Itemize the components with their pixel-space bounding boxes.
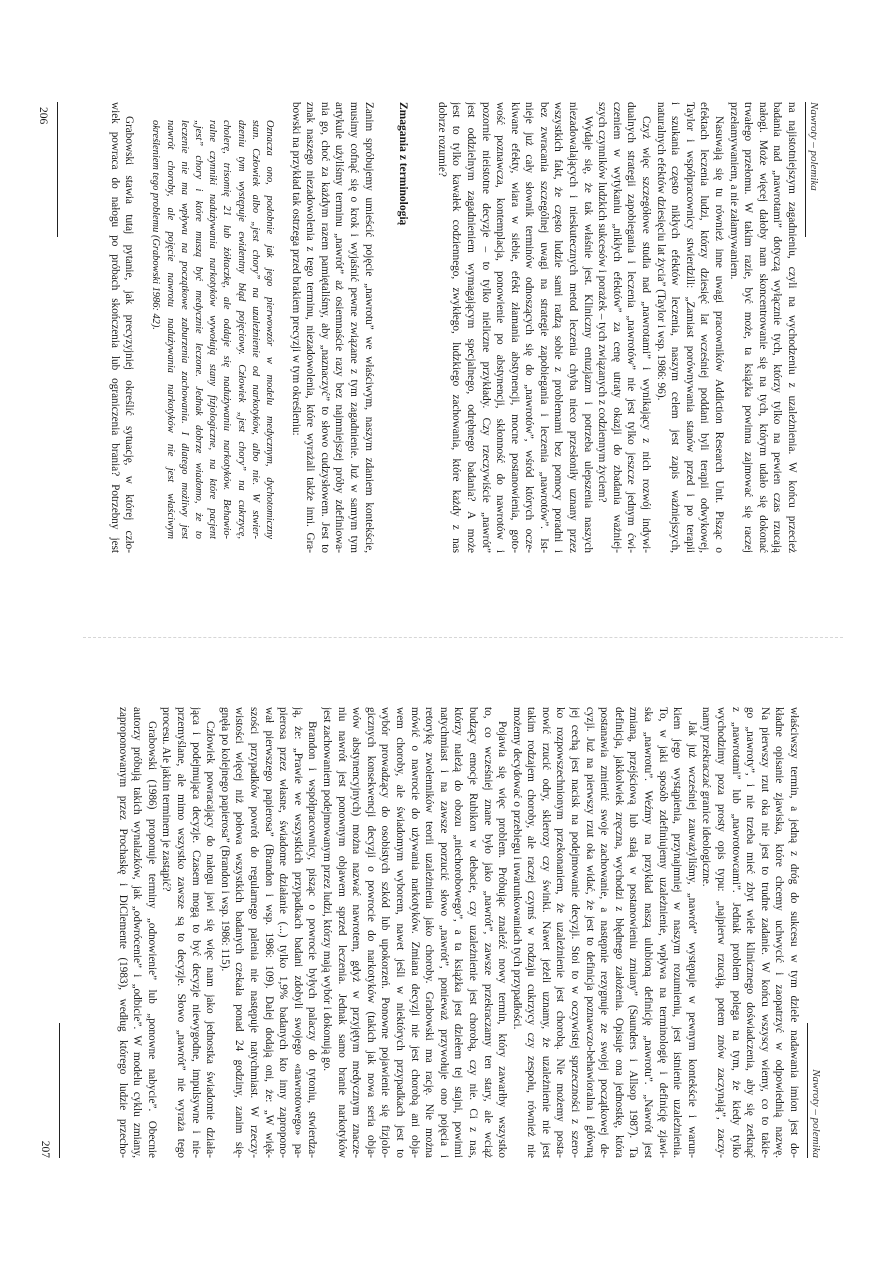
text-line: bez zwracania szczególnej uwagi na strategie zapobiegania i leczenia „nawrotów”. Ist-	[537, 102, 550, 553]
text-line: wem choroby, ale świadomym wyborem, nawet jeśli w niektórych przypadkach jest to	[393, 707, 406, 1158]
text-line: Człowiek powracający do nałogu jawi się więc nam jako jednostka świadomie działa-	[204, 721, 217, 1158]
text-line: nałogi. Może więcej dałoby nam skoncentrowanie się na tych, którym udało się dokonać	[756, 102, 769, 553]
paragraph	[434, 102, 595, 553]
text-line: właściwszy termin, a jedną z dróg do sukcesu w tym dziele nadawania imion jest do-	[788, 707, 800, 1158]
page-body	[107, 102, 799, 553]
text-line: dualnych strategii zapobiegania i leczenia „nawrotów” nie jest tylko jeszcze jednym ćwi-	[625, 102, 638, 553]
text-line: stan. Człowiek albo „jest chory” na uzależnienie od narkotyków, albo nie. W stwier-	[249, 120, 261, 539]
text-line: naturalnych efektów dziesięciu lat życia” (Taylor i wsp. 1986: 96).	[654, 102, 667, 401]
text-line: postanawia zmienić swoje zachowanie, a następnie rezygnuje ze swojej początkowej de-	[598, 707, 611, 1158]
text-line: i szukania często nikłych efektów leczenia, naszym celem jest zapis ważniejszych,	[669, 102, 682, 553]
text-line: trwałego przełomu. W takim razie, być może, ta książka powinna zajmować się raczej	[742, 102, 755, 553]
text-line: leczenie nie ma wpływu na początkowe zaburzenia zachowania. I dlatego możliwy jest	[178, 120, 190, 539]
text-line: Pojawia się więc problem. Próbując znaleźć nowy termin, który zawarłby wszystko	[496, 721, 509, 1158]
text-line: gnęła po kolejnego papierosa” (Brandon i wsp. 1986: 115).	[218, 707, 231, 972]
text-line: jest zachowaniem podejmowanym przez ludzi, którzy mają wybór i dokonują go.	[321, 707, 333, 1072]
page-number: 206	[37, 107, 49, 125]
block-quote	[148, 102, 276, 553]
text-line: szych czynników ludzkich sukcesów i porażek – tych związanych z codziennym życiem?	[596, 102, 609, 503]
text-line: nia go, choć za każdym razem pamiętaliśmy, aby „naznaczyć” to słowo cudzysłowem. Jest to	[318, 102, 331, 553]
text-line: na najistotniejszym zagadnieniu, czyli na wychodzeniu z uzależnienia. W końcu przecież	[786, 102, 798, 553]
text-line: Wydaje się, że tak właśnie jest. Kliniczny entuzjazm i potrzeba ulepszenia naszych	[581, 116, 594, 553]
text-line: kładne opisanie zjawiska, które chcemy uchwycić i zaopatrzyć w odpowiednią nazwę.	[773, 707, 786, 1158]
text-line: nawrót choroby, ale pojęcie nawrotu nadużywania narkotyków nie jest właściwym	[164, 120, 176, 539]
text-line: pierosa przez własne, świadome działanie (...) tylko 1,9% badanych kto inny zapropono-	[277, 707, 290, 1158]
text-line: bowski na przykład tak ostrzega przed brakiem precyzji w tym określeniu:	[289, 102, 302, 436]
text-line: dobrze rozumie?	[435, 102, 448, 177]
text-line: wistości więcej niż połowa wszystkich badanych czekała ponad 24 godziny, zanim się-	[233, 707, 246, 1158]
text-line: wów abstynencyjnych) można nazwać nawrotem, gdyż w przyjętym medycznym znacze-	[350, 707, 363, 1158]
footer-rule	[59, 1023, 60, 1158]
page-207	[23, 707, 823, 1158]
text-line: przełamywaniem, a nie załamywaniem.	[727, 102, 740, 280]
text-line: Jak już wcześniej zauważyliśmy, „nawrót” występuje w pewnym kontekście i warun-	[685, 721, 698, 1158]
text-line: nieje już cały słownik terminów odnoszących się do „nawrotów”, wśród których ocze-	[523, 102, 536, 553]
text-line: musimy cofnąć się o krok i wyjaśnić pewne związane z tym zagadnienie. Już w samym tym	[347, 102, 360, 553]
running-head: Nawroty – polemika	[808, 102, 820, 191]
text-line: jąca i podejmująca decyzje. Czasem mogą to być decyzje niewygodne, impulsywne i nie-	[189, 707, 202, 1158]
text-line: jej cechą jest nacisk na podejmowanie decyzji. Stoi to w oczywistej sprzeczności z szero-	[569, 707, 582, 1158]
text-line: zmianą, przejściową lub stałą w postanowieniu zmiany” (Saunders i Allsop 1987). Ta	[627, 707, 640, 1158]
page-body	[115, 707, 801, 1158]
footer-rule	[57, 102, 58, 237]
running-head: Nawroty – polemika	[810, 1069, 822, 1158]
text-line: Oznacza ono, podobnie jak jego pierwowzór w modelu medycznym, dychotomiczny	[264, 120, 275, 539]
text-line: To, w jaki sposób zdefiniujemy uzależnienie, wpływa na terminologię i definicję zjawi-	[656, 707, 669, 1158]
text-line: badania nad „nawrotami” dotyczą wyłącznie tych, którzy tylko na pewien czas rzucają	[771, 102, 784, 553]
text-line: mówić o nawrocie do używania narkotyków. Zmiana decyzji nie jest chorobą ani obja-	[408, 707, 421, 1158]
text-line: znak naszego niezadowolenia z tego terminu, niezadowolenia, które wyrażali także inni. Gra-	[304, 102, 317, 553]
paragraph	[595, 102, 653, 553]
text-line: Grabowski stawia tutaj pytanie, jak precyzyjniej określić sytuację, w której czło-	[123, 116, 136, 553]
text-line: zaproponowanym przez Prochaskę i DiClemente (1983), według którego ludzie przecho-	[116, 707, 129, 1158]
paragraph	[726, 102, 799, 553]
paragraph	[288, 102, 376, 553]
text-line: niu nawrót jest ponownym objawem sprzed leczenia. Jednak samo branie narkotyków	[335, 707, 348, 1158]
text-line: efektach leczenia ludzi, którzy dziesięć lat wcześniej poddani byli terapii odwykowej,	[698, 102, 711, 553]
text-line: to, co wcześniej znane było jako „nawrót”, zawsze przekraczamy ten stary, ale wciąż	[481, 707, 494, 1158]
text-line: procesu. Ale jakim terminem je zastąpić?	[160, 707, 173, 892]
text-line: go „nawroty”, i nie trzeba mieć zbyt wiele klinicznego doświadczenia, aby się zetknąć	[744, 707, 757, 1158]
text-line: wał pierwszego papierosa” (Brandon i wsp. 1986: 109). Dalej dodają oni, że: „W więk-	[262, 707, 275, 1158]
text-line: kiwane efekty, wiara w siebie, efekt złamania abstynencji, mocne postanowienia, goto-	[508, 102, 521, 553]
text-line: ska „nawrotu”. Weźmy na przykład naszą ulubioną definicję „nawrotu”. „Nawrót jest	[642, 707, 655, 1158]
text-line: retorykę zwolenników teorii uzależnienia jako choroby. Grabowski ma rację. Nie można	[423, 707, 436, 1158]
text-line: wiek powraca do nałogu po próbach skończenia lub ograniczenia brania? Potrzebny jest	[108, 102, 121, 553]
text-line: Brandon i współpracownicy, pisząc o powrocie byłych palaczy do tytoniu, stwierdza-	[306, 721, 319, 1158]
text-line: wość poznawcza, kontemplacja, ponowienie po abstynencji, skłonność do nawrotów i	[494, 102, 507, 553]
page-206	[21, 102, 821, 553]
text-line: „jest” chory i które muszą być medycznie leczone. Jednak dobrze wiadomo, że to	[193, 120, 205, 539]
paragraph	[319, 707, 509, 1158]
text-line: Grabowski (1986) proponuje terminy „odnowienie” lub „ponowne nabycie”. Obecnie	[145, 721, 158, 1158]
text-line: ją, że: „Prawie we wszystkich przypadkach badani zdobyli swojego «nawrotowego» pa-	[291, 707, 304, 1158]
text-line: wszystkich fakt, że często ludzie sami radzą sobie z problemami bez pomocy poradni i	[552, 102, 565, 553]
text-line: namy przekraczać granice ideologiczne.	[700, 707, 713, 887]
text-line: autorzy próbują takich wynalazków, jak „odwrócenie” i „odbicie”. W modelu cyklu zmiany,	[131, 707, 144, 1158]
text-line: jest oddzielnym zagadnieniem wymagającym specjalnego, odrębnego badania? A może	[464, 102, 477, 553]
text-line: budzący emocje Rubikon w debacie, czy uzależnienie jest chorobą, czy nie. Ci z nas,	[466, 707, 479, 1158]
text-line: kiem jego wystąpienia, przynajmniej w naszym rozumieniu, jest istnienie uzależnienia.	[671, 707, 684, 1158]
text-line: gicznych konsekwencji decyzji o powrocie do narkotyków (takich jak nowa seria obja-	[364, 707, 377, 1158]
text-line: Na pierwszy rzut oka nie jest to trudne zadanie. W końcu wszyscy wiemy, co to takie-	[758, 707, 771, 1158]
text-line: pozornie nieistotne decyzje – to tylko nieliczne przykłady. Czy rzeczywiście „nawrót”	[479, 102, 492, 553]
paragraph	[699, 707, 801, 1158]
text-line: przemyślane, ale mimo wszystko zawsze są to decyzje. Słowo „nawrót” nie wyraża tego	[175, 707, 188, 1158]
text-line: możemy decydować o przebiegu i uwarunkowaniach tych przypadłości.	[510, 707, 523, 1030]
text-line: Czyż więc szczegółowe studia nad „nawrotami” i wynikający z nich rozwój indywi-	[640, 116, 653, 553]
text-line: ko rozpowszechnionym przekonaniem, że uzależnienie jest chorobą. Nie możemy posta-	[554, 707, 567, 1158]
text-line: cholerę, trisomię 21 lub żółtaczkę, ale oddaje się nadużywaniu narkotyków. Behawio-	[221, 120, 233, 539]
gutter-divider	[83, 637, 843, 638]
page-number: 207	[39, 1140, 51, 1158]
section-heading: Zmagania z terminologią	[397, 102, 410, 226]
text-line: ralne czynniki nadużywania narkotyków wywołują stany fizjologiczne, na które pacjent	[207, 120, 219, 539]
text-line: nowić rzucić odry, sklerozy czy świnki. Nawet jeżeli uznamy, że uzależnienie nie jest	[539, 707, 552, 1158]
paragraph	[653, 102, 726, 553]
text-line: czeniem w wytykaniu „nikłych efektów” za cenę utraty okazji do zbadania ważniej-	[610, 102, 623, 553]
text-line: Nasuwają się tu również inne uwagi pracowników Addiction Research Unit. Pisząc o	[713, 116, 726, 553]
text-line: niezadowalających i nieskutecznych metod leczenia chyba nieco przesłoniły uznany przez	[567, 102, 580, 553]
paragraph	[107, 102, 136, 553]
text-line: szości przypadków powrót do regularnego palenia nie następuje natychmiast. W rzeczy-	[248, 707, 261, 1158]
text-line: Zanim spróbujemy umieścić pojęcie „nawrotu” we właściwym, naszym zdaniem kontekście,	[362, 102, 375, 553]
paragraph	[509, 707, 699, 1158]
text-line: określeniem tego problemu (Grabowski 1986: 42).	[150, 120, 162, 330]
text-line: definicja, jakkolwiek zręczna, wychodzi z błędnego założenia. Opisuje ona jednostkę, która	[612, 707, 625, 1158]
text-line: dzeniu tym występuje ewidentny błąd pojęciowy. Człowiek „jest chory” na cukrzycę,	[235, 120, 247, 539]
text-line: Taylor i współpracownicy stwierdzili: „Zamiast porównywania stanów przed i po terapii	[683, 102, 696, 553]
header-rule	[807, 1023, 808, 1158]
paragraph	[115, 707, 159, 1158]
text-line: cyzji. Już na pierwszy rzut oka widać, że jest to definicja poznawczo-behawioralna i główną	[583, 707, 596, 1158]
text-line: wybór prowadzący do osobistych szkód lub upokorzeń. Ponowne pojawienie się fizjolo-	[379, 707, 392, 1158]
paragraph	[217, 707, 319, 1158]
text-line: takim rodzajem choroby, ale raczej czymś w rodzaju cukrzycy czy zespołu, również nie	[525, 707, 538, 1158]
text-line: wychodzimy poza prosty opis typu: „najpierw rzucają, potem znów zaczynają”, zaczy-	[715, 707, 728, 1158]
text-line: jest to tylko kawałek codziennego, zwykłego, ludzkiego zachowania, które każdy z nas	[450, 102, 463, 553]
text-line: artykule użyliśmy terminu „nawrót” aż osiemnaście razy bez najmniejszej próby zdefiniowa-	[333, 102, 346, 553]
text-line: natychmiast i na zawsze porzucić słowo „nawrót”, ponieważ przywołuje ono pojęcia i	[437, 707, 450, 1158]
text-line: z „nawrotami” lub „nawrotowcami”. Jednak problem polega na tym, że kiedy tylko	[729, 707, 742, 1158]
text-line: którzy należą do obozu „niechorobowego”, a ta książka jest dziełem tej stajni, powinni	[452, 707, 465, 1158]
paragraph	[159, 707, 217, 1158]
header-rule	[805, 102, 806, 237]
